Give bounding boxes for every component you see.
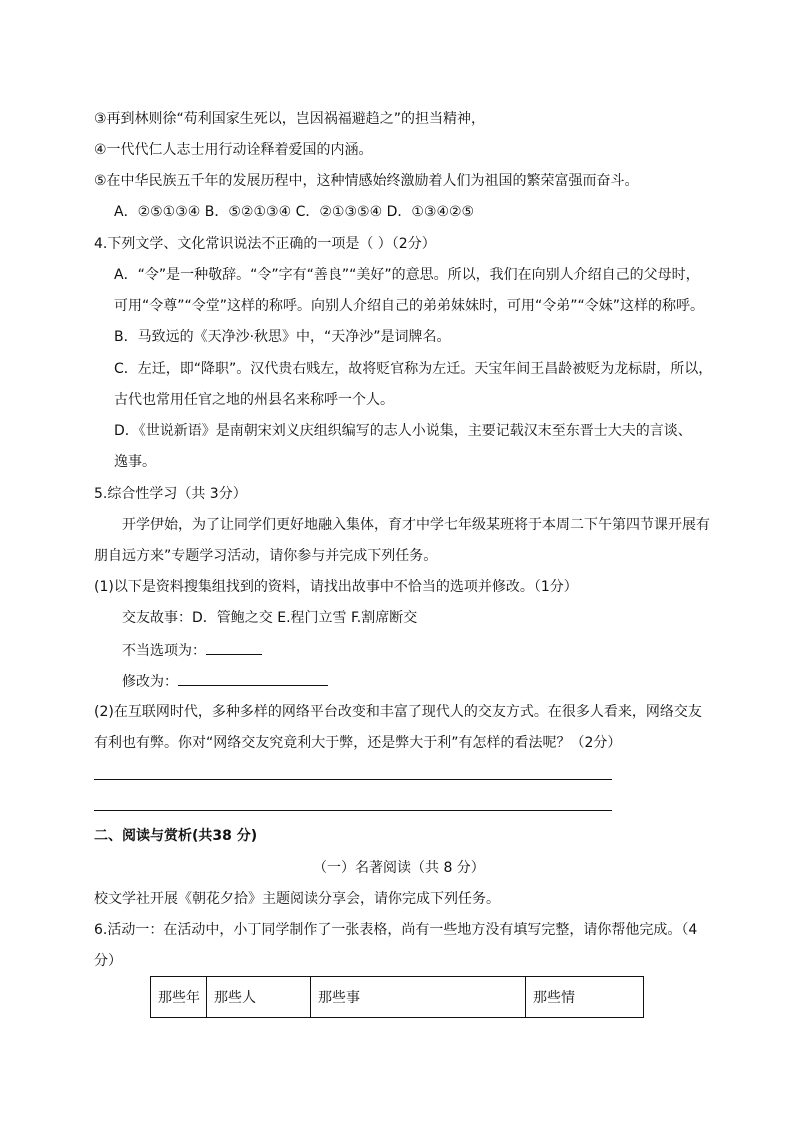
question-4-option-a-line1: A．“令”是一种敬辞。“令”字有“善良”“美好”的意思。所以，我们在向别人介绍自己的父母时， <box>114 267 700 283</box>
question-5-task-2-line2: 有利也有弊。你对“网络交友究竟利大于弊，还是弊大于利”有怎样的看法呢？（2分） <box>94 735 622 751</box>
friendship-stories: 交友故事：D．管鲍之交 E.程门立雪 F.割席断交 <box>122 610 418 626</box>
wrong-option-blank[interactable] <box>206 640 262 655</box>
subsection-heading: （一）名著阅读（共 8 分） <box>313 860 485 876</box>
correction-label: 修改为： <box>122 674 178 690</box>
question-4-option-c-line1: C．左迁，即“降职”。汉代贵右贱左，故将贬官称为左迁。天宝年间王昌龄被贬为龙标尉，所以， <box>114 361 713 377</box>
answer-line-1[interactable] <box>94 779 612 780</box>
question-5-title: 5.综合性学习（共 3分） <box>94 486 247 502</box>
table-header-row <box>151 977 644 1018</box>
wrong-option-label: 不当选项为： <box>122 643 206 659</box>
question-4-option-b: B．马致远的《天净沙·秋思》中，“天净沙”是词牌名。 <box>114 329 451 345</box>
question-4-option-c-line2: 古代也常用任官之地的州县名来称呼一个人。 <box>114 392 394 408</box>
item-4-line: ④一代代仁人志士用行动诠释着爱国的内涵。 <box>94 142 373 158</box>
wrong-option-row <box>122 640 262 660</box>
question-5-intro-line2: 朋自远方来”专题学习活动，请你参与并完成下列任务。 <box>94 548 438 564</box>
question-5-task-1: (1)以下是资料搜集组找到的资料，请找出故事中不恰当的选项并修改。（1分） <box>94 579 578 595</box>
question-5-task-2-line1: (2)在互联网时代，多种多样的网络平台改变和丰富了现代人的交友方式。在很多人看来，网络交友 <box>94 704 702 720</box>
question-5-intro-line1: 开学伊始，为了让同学们更好地融入集体，育才中学七年级某班将于本周二下午第四节课开展有 <box>122 517 710 533</box>
table-header-cell: 那些年 <box>151 977 207 1018</box>
question-4-option-d-line2: 逸事。 <box>114 454 156 470</box>
table-header-cell: 那些事 <box>311 977 526 1018</box>
table-header-cell: 那些人 <box>207 977 311 1018</box>
table-header-cell: 那些情 <box>526 977 644 1018</box>
question-4-title: 4.下列文学、文化常识说法不正确的一项是（ ）（2分） <box>94 236 436 252</box>
order-options: A．②⑤①③④ B．⑤②①③④ C．②①③⑤④ D．①③④②⑤ <box>114 204 475 220</box>
correction-row <box>122 671 328 691</box>
correction-blank[interactable] <box>178 671 328 686</box>
activity-table <box>150 976 644 1018</box>
question-6-line2: 分） <box>94 953 122 969</box>
section-2-heading: 二、阅读与赏析(共38 分) <box>94 828 258 844</box>
item-5-line: ⑤在中华民族五千年的发展历程中，这种情感始终激励着人们为祖国的繁荣富强而奋斗。 <box>94 173 639 189</box>
item-3-line: ③再到林则徐“苟利国家生死以，岂因祸福避趋之”的担当精神， <box>94 111 486 127</box>
question-4-option-d-line1: D．《世说新语》是南朝宋刘义庆组织编写的志人小说集，主要记载汉末至东晋士大夫的言谈、 <box>114 423 692 439</box>
question-6-line1: 6.活动一：在活动中，小丁同学制作了一张表格，尚有一些地方没有填写完整，请你帮他完成。（4 <box>94 922 698 938</box>
reading-intro: 校文学社开展《朝花夕拾》主题阅读分享会，请你完成下列任务。 <box>94 891 500 907</box>
answer-line-2[interactable] <box>94 810 612 811</box>
question-4-option-a-line2: 可用“令尊”“令堂”这样的称呼。向别人介绍自己的弟弟妹妹时，可用“令弟”“令妹”这样的称呼。 <box>114 298 705 314</box>
